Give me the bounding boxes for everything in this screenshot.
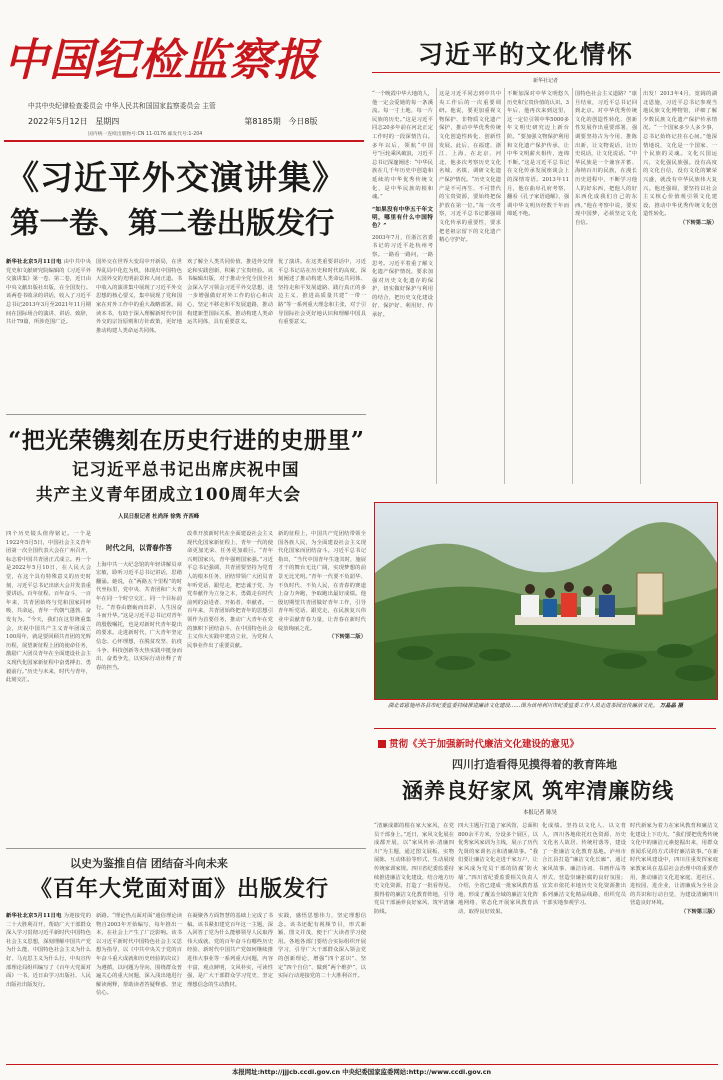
- book-title: 《百年大党面对面》出版发行: [30, 876, 330, 902]
- photo-bottom-rule: [374, 728, 716, 729]
- feature-top-rule: [372, 72, 720, 73]
- kicker-icon: [378, 740, 386, 748]
- youth-subhead-1: 记习近平总书记出席庆祝中国: [72, 460, 300, 479]
- lead-col-2: 国外交在世界大变局中开新局，在世界乱局中化危为机，体现出中国特色大国外交的光明前景和人间正道。书中收入的演讲集中展现了习近平外交思想的核心要义，集中展现了党和国家在对外工作中的重大战略部署。阅读本书，有助于深入理解新时代中国外交的宗旨原则和方针政策，更好地推动构建人类命运共同体。: [96, 259, 182, 334]
- column-divider: [572, 88, 573, 484]
- feature-byline: 新华社记者: [533, 78, 559, 84]
- sichuan-kicker-text: 贯彻《关于加强新时代廉洁文化建设的意见》: [389, 739, 580, 750]
- lead-title-line2: 第一卷、第二卷出版发行: [10, 205, 335, 240]
- masthead-title: 中国纪检监察报: [4, 35, 319, 86]
- column-divider: [504, 88, 505, 484]
- photo-image: [375, 503, 717, 699]
- masthead-sponsor: 中共中央纪律检查委员会 中华人民共和国国家监察委员会 主管: [28, 102, 216, 110]
- youth-col-4: 新的征程上，中国共产党团结带领全国各族人民，为全面建设社会主义现代化国家而团结奋斗。习近平总书记指出，“当代中国青年生逢其时，施展才干的舞台无比广阔，实现梦想的前景无比光明。”青年一代要不负韶华、不负时代、不负人民，在青春的赛道上奋力奔跑，争取跑出最好成绩。他殷切期望共青团做好青年工作，引导青年听党话、跟党走，在民族复兴伟业中贡献青春力量，让青春在新时代绽放绚丽之花。 （下转第二版）: [278, 531, 366, 641]
- sichuan-headline: 涵养良好家风 筑牢清廉防线: [402, 778, 675, 803]
- youth-headline: “把光荣镌刻在历史行进的史册里”: [8, 427, 365, 454]
- masthead-rule: [4, 140, 364, 142]
- feature-col-5: 出发！2013年4月，宽阔的湖北恩施，习近平总书记参观当地民族文化博物馆，详细了解少数民族文化遗产保护传承情况。“一个国家多少人多少事，总书记始终记挂在心间。”他深情地说，文化是一个国家、一个民族的灵魂。文化兴国运兴，文化强民族强。没有高度的文化自信，没有文化的繁荣兴盛，就没有中华民族伟大复兴。他还强调，要坚持以社会主义核心价值观引领文化建设，推动中华优秀传统文化创造性转化。 （下转第二版）: [643, 91, 717, 226]
- sichuan-byline: 本报记者 陈昊: [523, 810, 558, 816]
- book-overline: 以史为鉴推自信 团结奋斗向未来: [70, 857, 228, 870]
- lead-col-4: 优了演讲。在这类重要讲话中，习近平总书记站在历史和时代的高度，深刻阐述了推动构建人类命运共同体、坚持走和平发展道路、践行真正的多边主义、推进高质量共建“一带一路”等一系列重大理念和主张，对于引导国际社会更好地认识和理解中国具有重要意义。: [278, 259, 366, 326]
- issue-number: 第8185期: [244, 117, 281, 126]
- news-photo: [374, 502, 718, 700]
- issue-weekday: 星期四: [95, 117, 120, 126]
- feature-col-2: 这是习近平同志到中共中央工作后的一次重要调研。他说，要更加重视文物保护、非物质文化遗产保护，推动中华优秀传统文化创造性转化、创新性发展。此后，在福建、浙江、上海，在北京、河北，他多次考察历史文化名城、名镇，调研文化遗产保护情况。“历史文化遗产是不可再生、不可替代的宝贵资源，要始终把保护放在第一位。”每一次考察，习近平总书记都强调文化传承的重要性，要求把老祖宗留下的文化遗产精心守护好。: [439, 91, 501, 244]
- youth-byline: 人民日报记者 杜尚泽 徐隽 齐西峰: [118, 514, 200, 520]
- sichuan-col-3: 化成绩。坚持以文化人、以文育人，四川各地依托红色资源、历史文化名人故居、传统村落等，建设了一批廉洁文化教育基地。泸州市合江县打造“廉洁文化长廊”，通过家风故事、廉洁诗词、书画作品等形式，营造崇廉拒腐的良好氛围；宜宾市依托本地历史文化资源推出系列廉洁文化精品线路，组织党员干部实地参观学习。: [542, 823, 626, 907]
- lead-dateline: 新华社北京5月11日电: [6, 259, 62, 265]
- lead-col-3: 欢了解全人类共同价值，推进外交理论和实践创新，积累了宝贵经验。该书编辑出版，对于推动全党全国全社会深入学习领会习近平外交思想，进一步增强做好对外工作的信心和决心，坚定不移走和平发展道路，推动构建新型国际关系，推动构建人类命运共同体，具有重要意义。: [187, 259, 273, 326]
- feature-title: 习近平的文化情怀: [418, 40, 635, 69]
- book-col-2: 新路。“理论热点面对面”通俗理论读物自2003年开始编写，每年推出一本，在社会上产生了广泛影响。该书以习近平新时代中国特色社会主义思想为指导，以《中共中央关于党的百年奋斗重大成就和历史经验的决议》为遵循，以问题为导向，围绕群众普遍关心的重大问题，深入浅出地进行解读阐释，帮助读者答疑释惑、坚定信心。: [96, 913, 182, 997]
- sichuan-col-2: 四大主题厅打造了家风馆，总面积800余平方米，分设多个展区，以优秀家风家训为主线，展示了历代先贤的家训名言和清廉故事。“我们要让廉洁文化走进千家万户，让家风成为党员干部的防腐‘防火墙’。”四川省纪委监委相关负责人介绍，全省已建成一批家风教育基地，形成了覆盖全域的廉洁文化阵地网络，常态化开展家风教育活动，取得良好效果。: [458, 823, 538, 915]
- youth-col-1: 四个历史镜头值得铭记。一个是1922年5月5日，中国社会主义青年团第一次全国代表大会在广州召开，标志着中国共青团正式成立。再一个是2022年5月10日，在人民大会堂，在这个具有特殊意义的历史时刻，习近平总书记出席大会并发表重要讲话。百年征程、百年奋斗，一百年来，共青团始终与党和国家同呼吸、共命运，青年一代朝气蓬勃、奋发有为。“今天，我们在这里隆重集会，庆祝中国共产主义青年团成立100周年，就是要回顾共青团的光辉历程，展望新征程上团的使命任务，激励广大团员青年在全面建设社会主义现代化国家新征程中奋勇搏击、勇毅前行。”历史与未来，时代与青年，此刻交汇。: [6, 531, 91, 684]
- feature-col-1: “一个晚霞中华大地的人，他一定会爱她的每一条溪流。每一寸土地，每一片民族的历史。”这是习近平同志20多年前在河北正定工作时的一段深情告白。多年以后，领航“中国号”巨轮乘风破浪，习近平总书记深邃阐述：“中华民族在几千年历史中创造和延续的中华优秀传统文化，是中华民族的根和魂。” “如果没有中华五千年文明，哪里有什么中国特色？” 2003年7月，任浙江省委书记的习近平赴杭州考察。一路看一路问，一路思考。习近平着重了解文化遗产保护情况，要求加强对历史文化遗存的保护，切实做好保护与利用的结合，把历史文化建设好、保护好、利用好、传承好。: [372, 91, 433, 319]
- section-rule: [6, 414, 366, 415]
- youth-continuation: （下转第二版）: [328, 634, 366, 641]
- feature-continuation: （下转第二版）: [679, 219, 717, 226]
- youth-subhead-2: 共产主义青年团成立100周年大会: [36, 485, 301, 504]
- sichuan-continuation: （下转第三版）: [680, 908, 718, 915]
- footer-rule: [6, 1064, 718, 1065]
- masthead-dateline: [28, 116, 317, 127]
- photo-credit: 万晶晶 摄: [659, 703, 683, 709]
- photo-caption: [388, 702, 704, 710]
- column-divider: [436, 88, 437, 484]
- feature-subhead: “如果没有中华五千年文明，哪里有什么中国特色？”: [372, 206, 433, 229]
- feature-col-4: 国特色社会主义道路？”康旦结束，习近平总书记回到北京。对中华优秀传统文化的创造性转化、创新性发展作出重要部署，强调要坚持古为今用、推陈出新，让文物说话，让历史说话，让文化说话。“中华民族是一个兼容并蓄、海纳百川的民族，在漫长历史进程中，不断学习他人的好东西，把他人的好东西化成我们自己的东西。”他在考察中说，要实现中国梦，必须坚定文化自信。: [575, 91, 637, 226]
- book-col-4: 实践，感悟思想伟力，坚定理想信念。该书还配有视频节目，形式新颖、图文并茂，便于广大读者学习使用。各地各部门要结合实际组织开展学习，引导广大干部群众深入领会党的创新理论，增强“四个意识”、坚定“四个自信”、做到“两个维护”，以实际行动迎接党的二十大胜利召开。: [278, 913, 366, 980]
- lead-col-1: 新华社北京5月11日电 由中共中央党史和文献研究院编辑的《习近平外交演讲集》第一卷、第二卷，近日由中央文献出版社出版，在全国发行。该两卷书收录的讲话，收入了习近平总书记2013年3月至2021年11月期间在国际场合的演讲、讲话、致辞，共计79篇，所涉范围广泛。: [6, 259, 91, 326]
- issue-date: 2022年5月12日: [28, 117, 88, 126]
- sichuan-subhead: 四川打造看得见摸得着的教育阵地: [452, 758, 617, 771]
- youth-section-head: 时代之问，以青春作答: [106, 544, 172, 552]
- sichuan-col-4: 时代新家为着力在家风教育和廉洁文化建设上下功夫。“我们要把优秀传统文化中的廉洁元素挖掘出来，用群众喜闻乐见的方式讲好廉洁故事。”在新时代家风建设中，四川注重发挥家庭家教家风在基层社会治理中的重要作用，推动廉洁文化进家庭、进社区、进校园、进企业，让清廉成为全社会的共识和行动自觉，为建设清廉四川营造良好环境。 （下转第三版）: [630, 823, 718, 915]
- sichuan-kicker: [378, 736, 579, 750]
- footer-websites: 本报网址:http://jjjcb.ccdi.gov.cn 中央纪委国家监委网站:http://www.ccdi.gov.cn: [231, 1068, 492, 1076]
- youth-col-2: 时代之问，以青春作答 上海中共一大纪念馆的年轻讲解员章宏敏，聆听习近平总书记讲话，思绪翻涌。她说，在“两路五个里程”的时代坐标里，党中央、共青团和广大青年在同一个时空交汇、同一个目标前行。“青春由磨砺而出彩，人生因奋斗而升华。”这是习近平总书记对青年的殷殷嘱托，也是对新时代青年提出的要求。走进新时代，广大青年坚定信念、心怀理想，在脱贫攻坚、抗疫斗争、科技创新等火热实践中挺身而出、奋勇争先，以实际行动诠释了青春的担当。: [96, 544, 182, 671]
- masthead-codes: 国内统一连续出版物号:CN 11-0176 邮发代号:1-204: [88, 132, 203, 137]
- book-col-1: 新华社北京5月11日电 为迎接党的二十大胜利召开，帮助广大干部群众深入学习贯彻习近平新时代中国特色社会主义思想，深刻理解中国共产党为什么能、中国特色社会主义为什么好、马克思主义为什么行，中央宣传部理论局组织编写了《百年大党面对面》一书，近日由学习出版社、人民出版社出版发行。: [6, 913, 91, 988]
- issue-pages: 今日8版: [288, 117, 318, 126]
- column-divider: [640, 88, 641, 484]
- sichuan-col-1: “清廉成都的根在家大家风，在党员干部身上。”近日，家风文化展在成都开展，以“家风传承·清廉四川”为主题，通过图文展板、实物展陈、互动体验等形式，生动展现传统家训家规。四川省纪委监委持续推进廉洁文化建设，结合地方历史文化资源，打造了一批看得见、摸得着的廉洁文化教育阵地，引导党员干部涵养良好家风、筑牢清廉防线。: [374, 823, 454, 915]
- book-dateline: 新华社北京5月11日电: [6, 913, 62, 919]
- feature-col-3: 不断加深对中华文明悠久历史和宝贵价值的认识。3年后，他再次来到这里，这一定位引领中华5000多年文明史研究迈上新台阶。“要加强文物保护利用和文化遗产保护传承，让中华文明薪火相传，连绵不断。”这是习近平总书记在文化传承发展座谈会上的深情寄语。2013年11月，他在曲阜孔府考察，翻看《孔子家语通解》，强调中华文明历经数千年而绵延不绝。: [507, 91, 569, 218]
- photo-caption-text: 湖北省恩施州各县市纪委监委持续推进廉洁文化建设……图为该州利川市纪委监委工作人员走进茶园宣传廉洁文化。: [388, 703, 659, 709]
- section-rule: [6, 848, 366, 849]
- book-col-3: 在凝聚各方面智慧的基础上完成了书稿。该书紧扣建党百年这一主题，深入回答了党为什么能够领导人民取得伟大成就、党的百年奋斗有哪些历史经验、新时代中国共产党如何继续推进伟大事业等一系列重大问题，内容丰富，观点鲜明，文风朴实，可读性强，是广大干部群众学习党史、坚定理想信念的生动教材。: [187, 913, 273, 988]
- youth-col-3: 改革开放新时代在全面建设社会主义现代化国家新征程上，青年一代的使命更加光荣、任务更加艰巨。“青年兴则国家兴，青年强则国家强。”习近平总书记强调，共青团要坚持为党育人的根本任务，团结带领广大团员青年听党话、跟党走，把忠诚于党、为党奉献作为立身之本，勇做走在时代前列的奋进者、开拓者、奉献者。一百年来，共青团始终把青年的思想引领作为首要任务，推动广大青年在党的旗帜下团结奋斗，在中国特色社会主义伟大实践中建功立业，为党和人民事业作出了重要贡献。: [187, 531, 273, 649]
- lead-title-line1: 《习近平外交演讲集》: [6, 158, 346, 197]
